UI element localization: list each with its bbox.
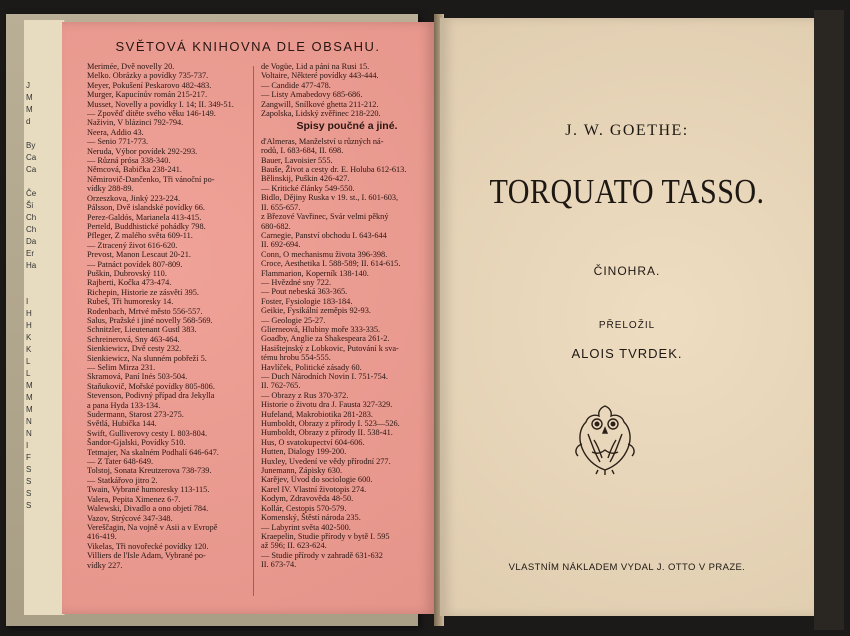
catalog-entry: — Studie přírody v zahradě 631-632 xyxy=(261,550,383,560)
catalog-header: SVĚTOVÁ KNIHOVNA DLE OBSAHU. xyxy=(115,39,381,54)
catalog-entry: Neera, Addio 43. xyxy=(87,127,144,137)
catalog-entry: vídky 227. xyxy=(87,560,123,570)
catalog-entry: — Statkářovo jitro 2. xyxy=(87,475,158,485)
stub-line: S xyxy=(26,489,32,498)
stub-line: M xyxy=(26,405,33,414)
catalog-entry: — Labyrint světa 402-500. xyxy=(261,522,351,532)
stub-line: S xyxy=(26,465,32,474)
catalog-entry: — Zpověď dítěte svého věku 146-149. xyxy=(87,109,216,119)
catalog-entry: — Kritické články 549-550. xyxy=(261,183,355,193)
catalog-entry: — Senio 771-773. xyxy=(87,137,149,147)
underlying-page-fragment-text xyxy=(26,80,56,580)
stub-line: By xyxy=(26,141,36,150)
stub-line: M xyxy=(26,393,33,402)
catalog-entry: Glierneová, Hlubiny moře 333-335. xyxy=(261,324,381,334)
catalog-entry: Bauer, Lavoisier 555. xyxy=(261,155,333,165)
catalog-entry: Melko. Obrázky a povídky 735-737. xyxy=(87,71,209,81)
catalog-entry: Neruda, Výbor povídek 292-293. xyxy=(87,146,198,156)
stub-line: M xyxy=(26,381,33,390)
catalog-entry: Meyer, Pokušení Peskarovo 482-483. xyxy=(87,80,212,90)
catalog-entry: Hutten, Dialogy 199-200. xyxy=(261,447,347,457)
catalog-entry: Bauše, Život a cesty dr. E. Holuba 612-613. xyxy=(261,165,407,175)
catalog-entry: — Duch Národních Novin I. 751-754. xyxy=(261,372,388,381)
catalog-entry: Orzeszkova, Jinký 223-224. xyxy=(87,193,181,203)
catalog-entry: Conn, O mechanismu života 396-398. xyxy=(261,249,388,259)
catalog-entry: Schnitzler, Lieutenant Gustl 383. xyxy=(87,325,197,335)
catalog-entry: tému hrobu 554-555. xyxy=(261,353,331,363)
catalog-entry: Sienkiewicz, Dvě cesty 232. xyxy=(87,344,182,354)
catalog-entry: Musset, Novelly a povídky I. 14; II. 349-51. xyxy=(87,99,234,109)
catalog-entry: Perez-Galdós, Marianela 413-415. xyxy=(87,212,202,222)
catalog-entry: — Selim Mirza 231. xyxy=(87,363,156,372)
catalog-entry: — Z Tater 648-649. xyxy=(87,457,154,467)
catalog-entry: Villiers de l'Isle Adam, Vybrané po- xyxy=(87,551,206,561)
catalog-entry: II. 655-657. xyxy=(261,202,301,212)
catalog-entry: Sudermann, Starost 273-275. xyxy=(87,410,184,420)
stub-line: L xyxy=(26,357,31,366)
stub-line: Ha xyxy=(26,261,37,270)
catalog-entry: Swift, Gulliverovy cesty I. 803-804. xyxy=(87,428,208,438)
author-line: J. W. GOETHE: xyxy=(565,122,689,139)
catalog-entry: Staňukovič, Mořské povídky 805-806. xyxy=(87,381,215,391)
catalog-entry: Perteld, Buddhistické pohádky 798. xyxy=(87,221,206,231)
stub-line: I xyxy=(26,297,29,306)
catalog-entry: Valera, Pepita Ximenez 6-7. xyxy=(87,494,181,504)
catalog-entry: Rodenbach, Mrtvé město 556-557. xyxy=(87,306,203,316)
catalog-entry: — Obrazy z Rus 370-372. xyxy=(261,390,349,400)
catalog-entry: Walewski, Divadlo a ono objetí 784. xyxy=(87,504,209,514)
stub-line: H xyxy=(26,321,32,330)
catalog-entry: — Ztracený život 616-620. xyxy=(87,240,178,250)
catalog-entry: II. 762-765. xyxy=(261,381,301,391)
catalog-entry: Humboldt, Obrazy z přírody II. 538-41. xyxy=(261,428,393,438)
catalog-entry: Vereščagin, Na vojně v Asii a v Evropě xyxy=(87,522,218,532)
catalog-entry: Humboldt, Obrazy z přírody I. 523—526. xyxy=(261,419,400,429)
catalog-entry: II. 673-74. xyxy=(261,560,297,570)
section-heading: Spisy poučné a jiné. xyxy=(296,120,398,133)
catalog-entry: Bělinskij, Puškin 426-427. xyxy=(261,174,350,184)
catalog-entry: rodů, I. 683-684, II. 698. xyxy=(261,146,344,156)
catalog-entry: Tetmajer, Na skalném Podhalí 646-647. xyxy=(87,447,219,457)
owl-vignette-icon xyxy=(570,400,640,476)
title-page xyxy=(440,18,814,616)
catalog-entry: II. 692-694. xyxy=(261,240,301,250)
catalog-entry: Komenský, Štěstí národa 235. xyxy=(261,513,361,523)
catalog-entry: Vikelas, Tři novořecké povídky 120. xyxy=(87,541,209,551)
stub-line xyxy=(26,176,56,188)
catalog-entry: Schreinerová, Sny 463-464. xyxy=(87,334,180,344)
catalog-entry: Rajberti, Kočka 473-474. xyxy=(87,278,172,288)
catalog-entry: Pálsson, Dvě islandské povídky 66. xyxy=(87,203,205,213)
catalog-entry: Karel IV. Vlastní životopis 274. xyxy=(261,484,367,494)
catalog-entry: Zapolska, Lidský zvěřinec 218-220. xyxy=(261,109,381,119)
catalog-entry: Naživin, V blázinci 792-794. xyxy=(87,118,184,128)
stub-line: Ca xyxy=(26,165,37,174)
catalog-entry: Kodym, Zdravověda 48-50. xyxy=(261,494,354,504)
catalog-entry: Junemann, Zápisky 630. xyxy=(261,466,343,476)
catalog-entry: a pana Hyda 133-134. xyxy=(87,400,161,410)
catalog-entry: Stevenson, Podivný případ dra Jekylla xyxy=(87,391,215,401)
stub-line: I xyxy=(26,441,29,450)
stub-line: N xyxy=(26,417,32,426)
catalog-entry: Geikie, Fysikální zeměpis 92-93. xyxy=(261,306,371,316)
catalog-entry: Karějev, Úvod do sociologie 600. xyxy=(261,475,373,485)
catalog-entry: Foster, Fysiologie 183-184. xyxy=(261,296,353,306)
stub-line: M xyxy=(26,105,33,114)
stub-line xyxy=(26,284,56,296)
catalog-entry: — Candide 477-478. xyxy=(261,80,331,90)
stub-line: Ch xyxy=(26,225,37,234)
catalog-entry: Salus, Pražské i jiné novelly 568-569. xyxy=(87,315,213,325)
catalog-entry: Goadby, Anglie za Shakespeara 261-2. xyxy=(261,334,390,344)
catalog-entry: — Hvězdné sny 722. xyxy=(261,277,332,287)
stub-line: Er xyxy=(26,249,34,258)
catalog-right-entries xyxy=(261,137,433,570)
stub-line: Ch xyxy=(26,213,37,222)
catalog-entry: Merimée, Dvě novelly 20. xyxy=(87,62,175,71)
catalog-entry: Vazov, Strýcové 347-348. xyxy=(87,513,173,523)
catalog-entry: Richepin, Historie ze zásvětí 395. xyxy=(87,287,199,297)
catalog-entry: — Různá prósa 338-340. xyxy=(87,156,171,166)
book-title: TORQUATO TASSO. xyxy=(489,172,765,211)
stub-line: N xyxy=(26,429,32,438)
left-pink-catalog-page xyxy=(62,22,434,614)
catalog-entry: až 596; II. 623-624. xyxy=(261,541,327,551)
stub-line: H xyxy=(26,309,32,318)
catalog-entry: Světlá, Hubička 144. xyxy=(87,419,157,429)
catalog-entry: Croce, Aesthetika I. 588-589; II. 614-615. xyxy=(261,259,401,269)
stub-line xyxy=(26,128,56,140)
catalog-entry: vídky 288-89. xyxy=(87,184,134,194)
catalog-entry: Carnegie, Panství obchodu I. 643-644 xyxy=(261,230,387,240)
stub-line xyxy=(26,272,56,284)
catalog-entry: Pfleger, Z malého světa 609-11. xyxy=(87,231,193,241)
catalog-entry: Flammarion, Koperník 138-140. xyxy=(261,268,369,278)
catalog-entry: de Vogüe, Lid a páni na Rusi 15. xyxy=(261,62,370,71)
catalog-entry: Hus, O svatokupectví 604-606. xyxy=(261,437,365,447)
underlying-page-stub xyxy=(24,20,65,615)
stub-line: L xyxy=(26,369,31,378)
catalog-entry: Voltaire, Některé povídky 443-444. xyxy=(261,71,379,81)
catalog-entry: Tolstoj, Sonata Kreutzerova 738-739. xyxy=(87,466,212,476)
catalog-entry: — Pout nebeská 363-365. xyxy=(261,287,348,297)
catalog-entry: Němirovič-Dančenko, Tři vánoční po- xyxy=(87,174,215,184)
catalog-entry: Šandor-Gjalski, Povídky 510. xyxy=(87,438,186,448)
stub-line: Ši xyxy=(26,201,34,210)
stub-line: K xyxy=(26,333,32,342)
page-right-shadow xyxy=(814,10,844,630)
catalog-entry: — Geologie 25-27. xyxy=(261,315,326,325)
catalog-entry: Huxley, Uvedení ve vědy přírodní 277. xyxy=(261,456,391,466)
catalog-entry: Twain, Vybrané humoresky 113-115. xyxy=(87,485,210,495)
catalog-entry: Zangwill, Snílkové ghetta 211-212. xyxy=(261,99,379,109)
translator-name: ALOIS TVRDEK. xyxy=(571,346,683,361)
stub-line: Da xyxy=(26,237,37,246)
catalog-entry: 680-682. xyxy=(261,221,291,231)
catalog-right-column xyxy=(261,62,433,570)
catalog-entry: d'Almeras, Manželství u různých ná- xyxy=(261,136,384,146)
stub-line: Če xyxy=(26,189,37,198)
catalog-entry: Havlíček, Politické zásady 60. xyxy=(261,362,362,372)
catalog-entry: Hasištejnský z Lobkovic, Putování k sva- xyxy=(261,343,399,353)
stub-line: J xyxy=(26,81,30,90)
catalog-entry: Bidlo, Dějiny Ruska v 19. st., I. 601-603, xyxy=(261,193,399,203)
stub-line: F xyxy=(26,453,31,462)
catalog-entry: Prevost, Manon Lescaut 20-21. xyxy=(87,250,191,260)
catalog-entry: Skramová, Paní Inés 503-504. xyxy=(87,372,188,382)
stub-line: d xyxy=(26,117,31,126)
catalog-right-top-entries xyxy=(261,62,433,118)
catalog-entry: — Patnáct povídek 807-809. xyxy=(87,259,183,269)
genre-line: ČINOHRA. xyxy=(593,264,661,278)
catalog-entry: 416-419. xyxy=(87,532,117,542)
stub-line: M xyxy=(26,93,33,102)
stub-line: K xyxy=(26,345,32,354)
stub-line: S xyxy=(26,501,32,510)
stub-line: S xyxy=(26,477,32,486)
catalog-entry: Sienkiewicz, Na slunném pobřeží 5. xyxy=(87,353,207,363)
catalog-entry: Kraepelin, Studie přírody v bytě I. 595 xyxy=(261,531,390,541)
publisher-line: VLASTNÍM NÁKLADEM VYDAL J. OTTO V PRAZE. xyxy=(508,562,746,573)
catalog-entry: Murger, Kapucínův román 215-217. xyxy=(87,90,208,100)
catalog-entry: Historie o životu dra J. Fausta 327-329. xyxy=(261,400,393,410)
translated-by-label: PŘELOŽIL xyxy=(598,320,656,331)
catalog-entry: Hufeland, Makrobiotika 281-283. xyxy=(261,409,373,419)
catalog-entry: z Březové Vavřinec, Svár velmi pěkný xyxy=(261,212,389,222)
catalog-entry: Puškin, Dubrovský 110. xyxy=(87,268,167,278)
stub-line: Ca xyxy=(26,153,37,162)
catalog-entry: Rubeš, Tři humoresky 14. xyxy=(87,297,174,307)
catalog-entry: Kollár, Cestopis 570-579. xyxy=(261,503,347,513)
catalog-entry: Němcová, Babička 238-241. xyxy=(87,165,182,175)
catalog-left-column xyxy=(87,62,272,570)
catalog-entry: — Listy Amabedovy 685-686. xyxy=(261,90,363,100)
